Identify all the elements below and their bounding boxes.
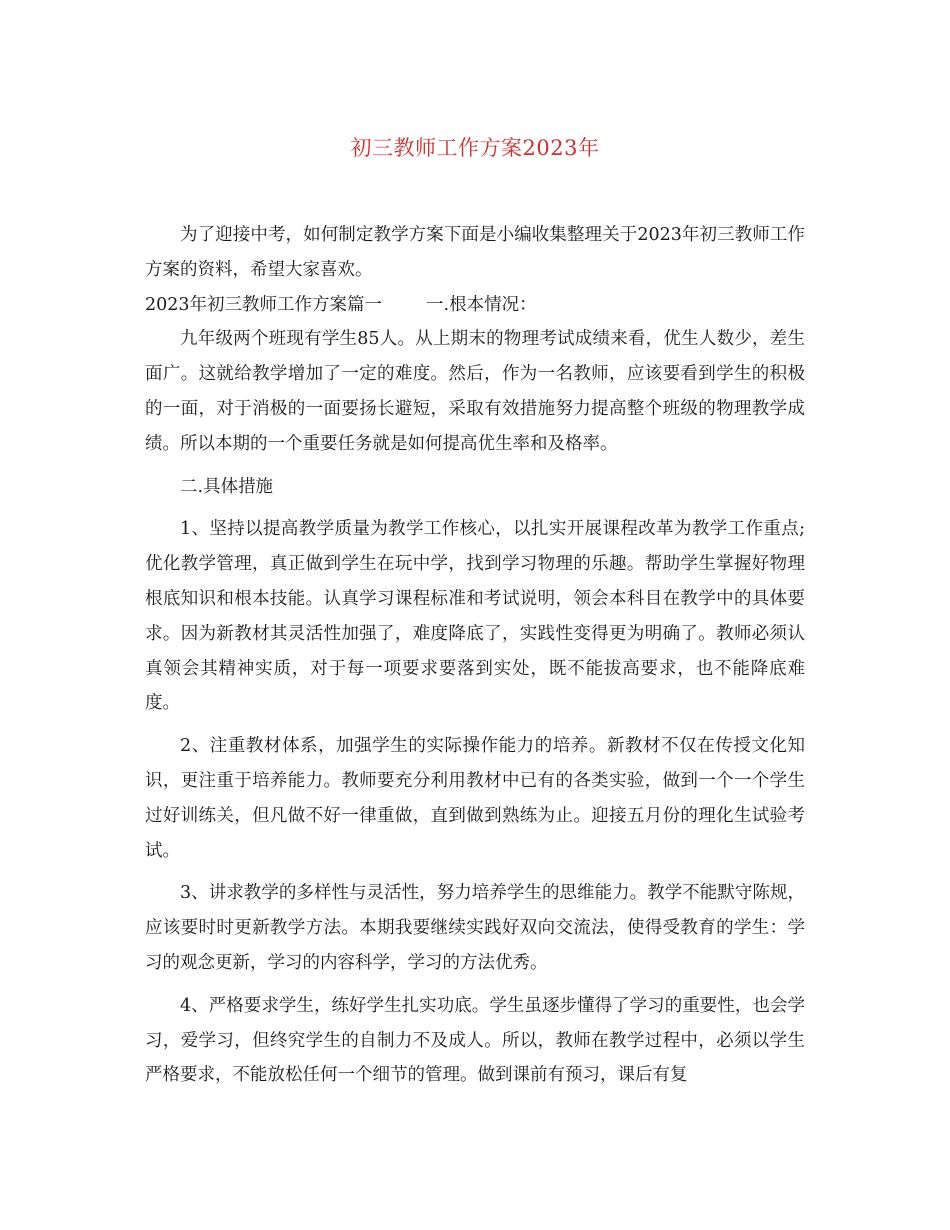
measure-2-paragraph: 2、注重教材体系，加强学生的实际操作能力的培养。新教材不仅在传授文化知识，更注重于培养能力。教师要充分利用教材中已有的各类实验，做到一个一个学生过好训练关，但凡做不好一律重做，直到做到熟练为止。迎接五月份的理化生试验考试。 [145,736,805,861]
document-body [145,218,805,1093]
section-subheading: 一.根本情况： [426,294,537,315]
measure-3-paragraph: 3、讲求教学的多样性与灵活性，努力培养学生的思维能力。教学不能默守陈规，应该要时时更新教学方法。本期我要继续实践好双向交流法，使得受教育的学生：学习的观念更新，学习的内容科学，学习的方法优秀。 [145,883,805,973]
measure-1-paragraph: 1、坚持以提高教学质量为教学工作核心，以扎实开展课程改革为教学工作重点;优化教学管理，真正做到学生在玩中学，找到学习物理的乐趣。帮助学生掌握好物理根底知识和根本技能。认真学习课程标准和考试说明，领会本科目在教学中的具体要求。因为新教材其灵活性加强了，难度降底了，实践性变得更为明确了。教师必须认真领会其精神实质，对于每一项要求要落到实处，既不能拔高要求，也不能降底难度。 [145,519,805,714]
document-title: 初三教师工作方案2023年 [350,136,600,160]
section-heading: 2023年初三教师工作方案篇一 [145,294,383,315]
measure-4-paragraph: 4、严格要求学生，练好学生扎实功底。学生虽逐步懂得了学习的重要性，也会学习，爱学习，但终究学生的自制力不及成人。所以，教师在教学过程中，必须以学生严格要求，不能放松任何一个细节的管理。做到课前有预习，课后有复 [145,995,805,1086]
intro-paragraph: 为了迎接中考，如何制定教学方案下面是小编收集整理关于2023年初三教师工作方案的资料，希望大家喜欢。 [145,225,805,280]
situation-paragraph: 九年级两个班现有学生85人。从上期末的物理考试成绩来看，优生人数少，差生面广。这就给教学增加了一定的难度。然后，作为一名教师，应该要看到学生的积极的一面，对于消极的一面要扬长避短，采取有效措施努力提高整个班级的物理教学成绩。所以本期的一个重要任务就是如何提高优生率和及格率。 [145,329,805,454]
measures-heading: 二.具体措施 [180,476,274,497]
section-heading-line [145,288,805,323]
